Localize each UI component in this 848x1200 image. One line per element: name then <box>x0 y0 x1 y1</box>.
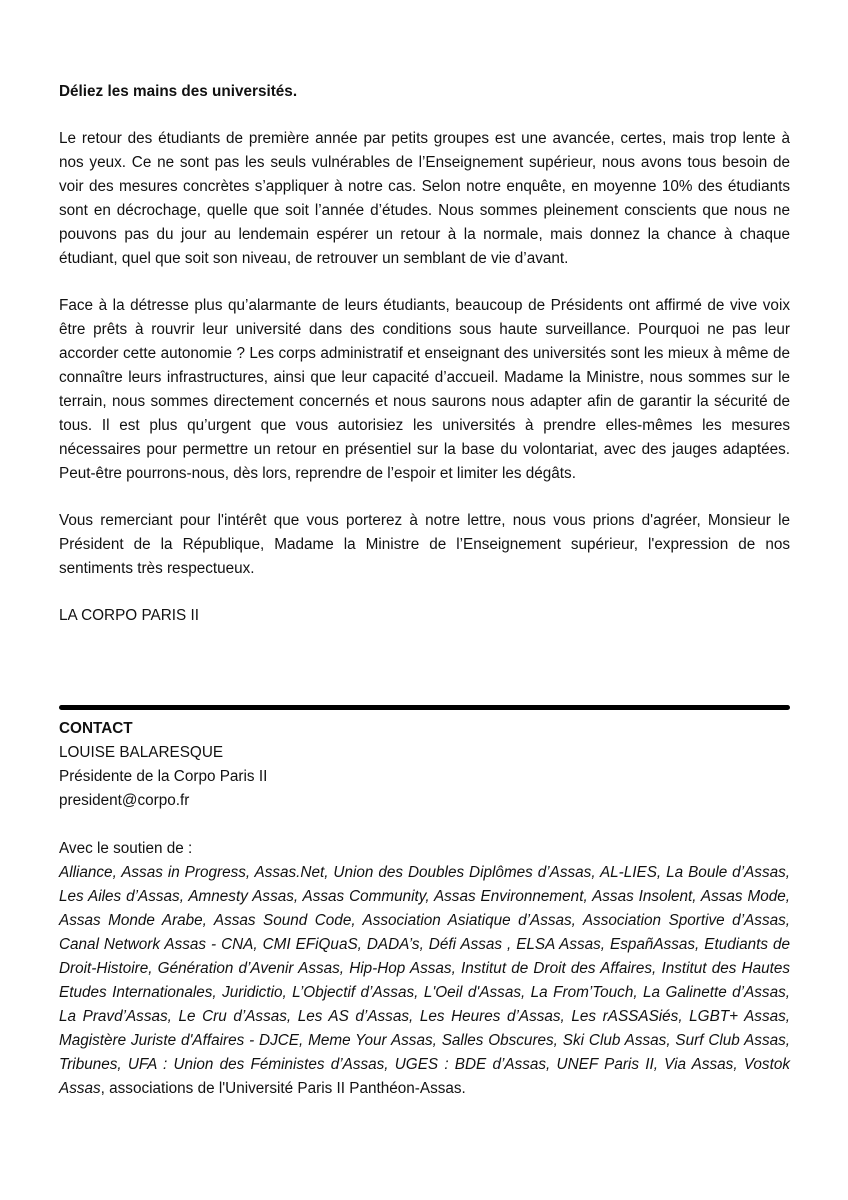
letter-body <box>59 80 790 628</box>
letter-heading: Déliez les mains des universités. <box>59 83 298 100</box>
section-divider <box>59 705 790 710</box>
contact-section <box>59 717 790 1101</box>
letter-paragraph-3: Vous remerciant pour l'intérêt que vous porterez à notre lettre, nous vous prions d'agréer, Monsieur le Président de la République, Madame la Ministre de l’Enseignement supérieur, l'expression de nos sentiments très respectueux. <box>59 512 790 577</box>
letter-paragraph-2: Face à la détresse plus qu’alarmante de leurs étudiants, beaucoup de Présidents ont affirmé de vive voix être prêts à rouvrir leur université dans des conditions sous haute surveillance. Pourquoi ne pas leur accorder cette autonomie ? Les corps administratif et enseignant des universités sont les mieux à même de connaître leurs infrastructures, ainsi que leur capacité d’accueil. Madame la Ministre, nous sommes sur le terrain, nous sommes directement concernés et nous saurons nous adapter afin de garantir la sécurité de tous. Il est plus qu’urgent que vous autorisiez les universités à prendre elles-mêmes les mesures nécessaires pour permettre un retour en présentiel sur la base du volontariat, avec des jauges adaptées. Peut-être pourrons-nous, dès lors, reprendre de l’espoir et limiter les dégâts. <box>59 297 790 482</box>
contact-name: LOUISE BALARESQUE <box>59 744 224 761</box>
letter-paragraph-1: Le retour des étudiants de première année par petits groupes est une avancée, certes, mais trop lente à nos yeux. Ce ne sont pas les seuls vulnérables de l’Enseignement supérieur, nous avons tous besoin de voir des mesures concrètes s’appliquer à notre cas. Selon notre enquête, en moyenne 10% des étudiants sont en décrochage, quelle que soit l’année d’études. Nous sommes pleinement conscients que nous ne pouvons pas du jour au lendemain espérer un retour à la normale, mais donnez la chance à chaque étudiant, quel que soit son niveau, de retrouver un semblant de vie d’avant. <box>59 130 790 267</box>
letter-signature: LA CORPO PARIS II <box>59 607 199 624</box>
contact-title: CONTACT <box>59 720 133 737</box>
support-intro: Avec le soutien de : <box>59 840 193 857</box>
support-closing: , associations de l'Université Paris II Panthéon-Assas. <box>100 1080 466 1097</box>
support-organizations: Alliance, Assas in Progress, Assas.Net, Union des Doubles Diplômes d’Assas, AL-LIES, La Boule d’Assas, Les Ailes d’Assas, Amnesty Assas, Assas Community, Assas Environnement, Assas Insolent, Assas Mode, Assas Monde Arabe, Assas Sound Code, Association Asiatique d’Assas, Association Sportive d’Assas, Canal Network Assas - CNA, CMI EFiQuaS, DADA’s, Défi Assas , ELSA Assas, EspañAssas, Etudiants de Droit-Histoire, Génération d’Avenir Assas, Hip-Hop Assas, Institut de Droit des Affaires, Institut des Hautes Etudes Internationales, Juridictio, L’Objectif d’Assas, L'Oeil d'Assas, La From’Touch, La Galinette d’Assas, La Pravd’Assas, Le Cru d’Assas, Les AS d’Assas, Les Heures d’Assas, Les rASSASiés, LGBT+ Assas, Magistère Juriste d'Affaires - DJCE, Meme Your Assas, Salles Obscures, Ski Club Assas, Surf Club Assas, Tribunes, UFA : Union des Féministes d’Assas, UGES : BDE d’Assas, UNEF Paris II, Via Assas, Vostok Assas <box>59 864 790 1097</box>
contact-role: Présidente de la Corpo Paris II <box>59 768 268 785</box>
support-list <box>59 861 790 1101</box>
contact-email[interactable]: president@corpo.fr <box>59 792 190 809</box>
